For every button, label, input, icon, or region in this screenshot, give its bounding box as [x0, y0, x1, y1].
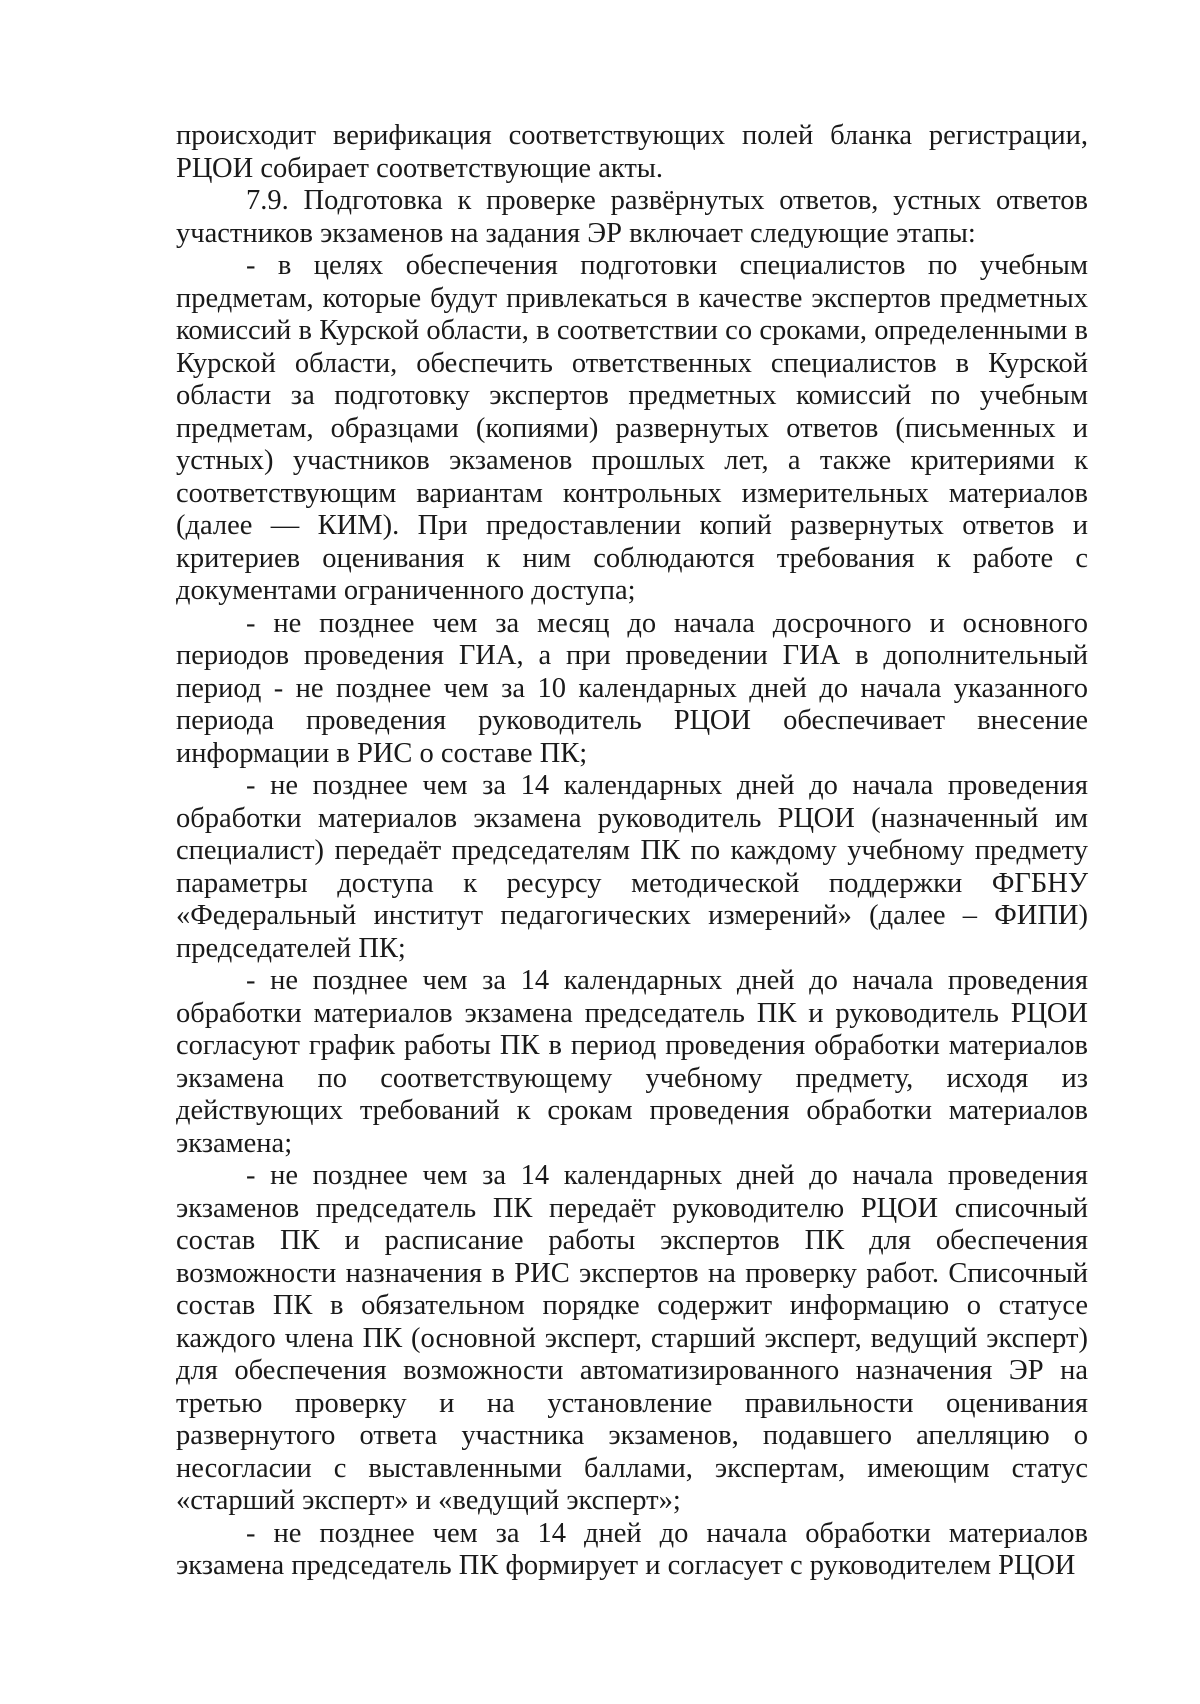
paragraph-list-item-3: - не позднее чем за 14 календарных дней до начала проведения обработки материалов экзамена руководитель РЦОИ (назначенный им специалист) передаёт председателям ПК по каждому учебному предмету параметры доступа к ресурсу методической поддержки ФГБНУ «Федеральный институт педагогических измерений» (далее – ФИПИ) председателей ПК; [176, 770, 1088, 964]
paragraph-list-item-4: - не позднее чем за 14 календарных дней до начала проведения обработки материалов экзамена председатель ПК и руководитель РЦОИ согласуют график работы ПК в период проведения обработки материалов экзамена по соответствующему учебному предмету, исходя из действующих требований к срокам проведения обработки материалов экзамена; [176, 965, 1088, 1159]
paragraph-continuation: происходит верификация соответствующих полей бланка регистрации, РЦОИ собирает соответствующие акты. [176, 120, 1088, 184]
paragraph-list-item-5: - не позднее чем за 14 календарных дней до начала проведения экзаменов председатель ПК передаёт руководителю РЦОИ списочный состав ПК и расписание работы экспертов ПК для обеспечения возможности назначения в РИС экспертов на проверку работ. Списочный состав ПК в обязательном порядке содержит информацию о статусе каждого члена ПК (основной эксперт, старший эксперт, ведущий эксперт) для обеспечения возможности автоматизированного назначения ЭР на третью проверку и на установление правильности оценивания развернутого ответа участника экзаменов, подавшего апелляцию о несогласии с выставленными баллами, экспертам, имеющим статус «старший эксперт» и «ведущий эксперт»; [176, 1160, 1088, 1516]
document-body [176, 120, 1088, 1583]
paragraph-list-item-1: - в целях обеспечения подготовки специалистов по учебным предметам, которые будут привлекаться в качестве экспертов предметных комиссий в Курской области, в соответствии со сроками, определенными в Курской области, обеспечить ответственных специалистов в Курской области за подготовку экспертов предметных комиссий по учебным предметам, образцами (копиями) развернутых ответов (письменных и устных) участников экзаменов прошлых лет, а также критериями к соответствующим вариантам контрольных измерительных материалов (далее — КИМ). При предоставлении копий развернутых ответов и критериев оценивания к ним соблюдаются требования к работе с документами ограниченного доступа; [176, 250, 1088, 606]
paragraph-section-7-9: 7.9. Подготовка к проверке развёрнутых ответов, устных ответов участников экзаменов на задания ЭР включает следующие этапы: [176, 185, 1088, 249]
paragraph-list-item-2: - не позднее чем за месяц до начала досрочного и основного периодов проведения ГИА, а при проведении ГИА в дополнительный период - не позднее чем за 10 календарных дней до начала указанного периода проведения руководитель РЦОИ обеспечивает внесение информации в РИС о составе ПК; [176, 607, 1088, 769]
paragraph-list-item-6: - не позднее чем за 14 дней до начала обработки материалов экзамена председатель ПК формирует и согласует с руководителем РЦОИ [176, 1517, 1088, 1581]
